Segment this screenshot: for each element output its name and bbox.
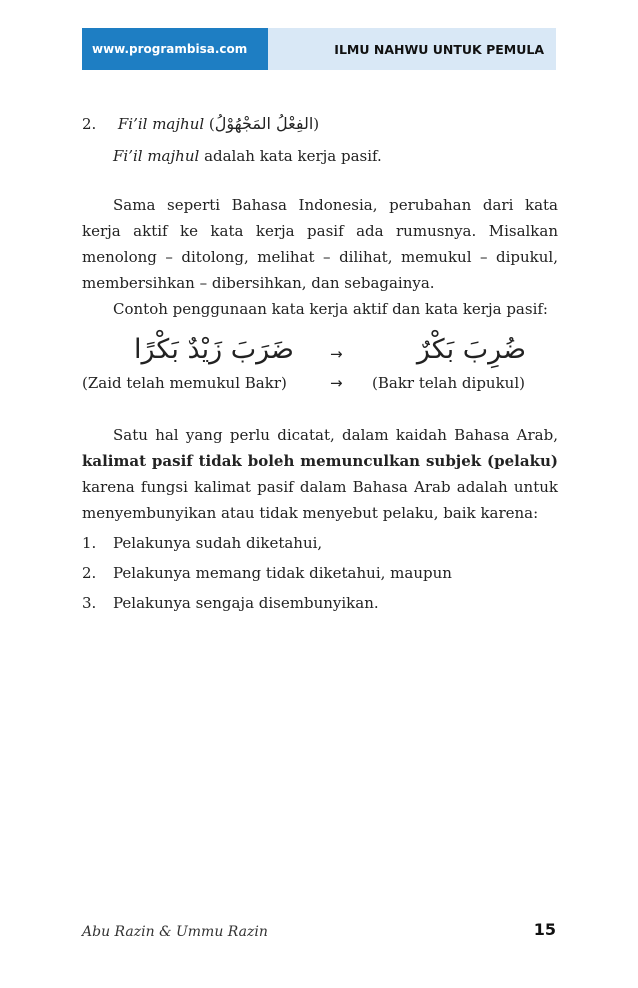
arabic-term: الفِعْلُ المَجْهُوْلُ <box>214 114 314 133</box>
arrow-icon: → <box>330 345 343 363</box>
paragraph-passive-intro <box>82 192 558 296</box>
active-arabic-sentence: ضَرَبَ زَيْدٌ بَكْرًا <box>134 334 294 365</box>
paragraph-line: menolong – ditolong, melihat – dilihat, memukul – dipukul, <box>82 248 558 266</box>
page-number: 15 <box>533 920 556 939</box>
bold-rule: kalimat pasif tidak boleh memunculkan subjek (pelaku) <box>82 452 558 470</box>
book-title: ILMU NAHWU UNTUK PEMULA <box>268 28 556 70</box>
definition <box>113 143 382 169</box>
section-term: Fi’il majhul <box>117 115 205 133</box>
example-intro: Contoh penggunaan kata kerja aktif dan kata kerja pasif: <box>113 300 548 318</box>
definition-term: Fi’il majhul <box>113 147 200 165</box>
list-item: Pelakunya memang tidak diketahui, maupun <box>113 564 452 582</box>
paragraph-line: membersihkan – dibersihkan, dan sebagainya. <box>82 274 435 292</box>
definition-rest: adalah kata kerja pasif. <box>204 147 382 165</box>
section-number: 2. <box>82 115 97 133</box>
passive-arabic-sentence: ضُرِبَ بَكْرٌ <box>416 334 526 365</box>
paragraph-rule <box>82 422 558 526</box>
page-header <box>82 28 556 70</box>
list-number: 1. <box>82 534 97 552</box>
list-number: 2. <box>82 564 97 582</box>
paragraph-line: Satu hal yang perlu dicatat, dalam kaidah Bahasa Arab, <box>113 426 558 444</box>
list-item: Pelakunya sengaja disembunyikan. <box>113 594 379 612</box>
paragraph-line: karena fungsi kalimat pasif dalam Bahasa Arab adalah untuk <box>82 478 558 496</box>
paragraph-line: Sama seperti Bahasa Indonesia, perubahan dari kata <box>113 196 558 214</box>
passive-translation: (Bakr telah dipukul) <box>372 374 525 392</box>
arrow-icon: → <box>330 374 343 392</box>
website-label: www.programbisa.com <box>82 28 268 70</box>
active-translation: (Zaid telah memukul Bakr) <box>82 374 287 392</box>
list-number: 3. <box>82 594 97 612</box>
paragraph-line: menyembunyikan atau tidak menyebut pelaku, baik karena: <box>82 504 539 522</box>
list-item: Pelakunya sudah diketahui, <box>113 534 323 552</box>
footer-authors: Abu Razin & Ummu Razin <box>82 924 268 940</box>
paragraph-line: kerja aktif ke kata kerja pasif ada rumusnya. Misalkan <box>82 222 558 240</box>
section-heading: 2. Fi’il majhul (الفِعْلُ المَجْهُوْلُ) <box>82 114 320 133</box>
